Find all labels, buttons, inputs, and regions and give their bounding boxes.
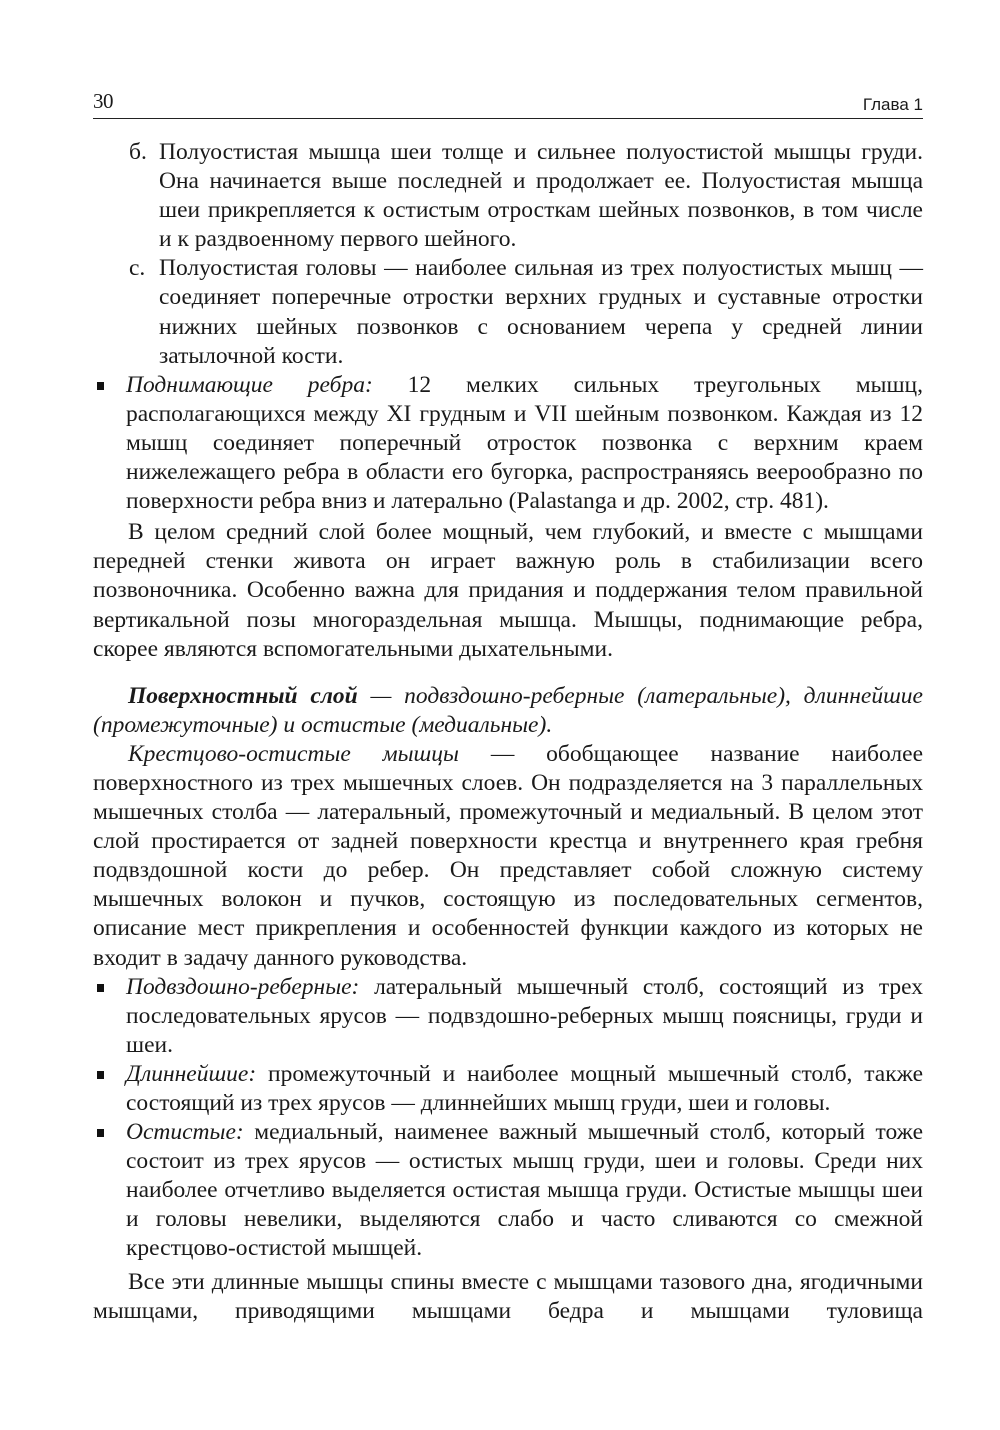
section-heading-superficial [93, 682, 923, 740]
paragraph-final: Все эти длинные мышцы спины вместе с мышцами тазового дна, ягодичными мышцами, приводящими мышцами бедра и мышцами туловища [93, 1268, 923, 1324]
page-number: 30 [93, 89, 113, 113]
square-bullet-icon [97, 1129, 104, 1137]
page-body [93, 138, 923, 1326]
list-marker: б. [129, 139, 147, 165]
chapter-title: Глава 1 [862, 95, 923, 114]
list-marker: с. [129, 255, 146, 282]
bullet-text: медиальный, наименее важный мышечный столб, который тоже состоит из трех ярусов — остистых мышц груди, шеи и головы. Среди них наиболее отчетливо выделяется остистая мышца груди. Остистые мышцы шеи и головы невелики, выделяются слабо и часто сливаются со смежной крестцово-остистой мышцей. [126, 1119, 923, 1262]
running-header [93, 88, 923, 119]
bullet-text: латеральный мышечный столб, состоящий из трех последовательных ярусов — подвздошно-реберных мышц поясницы, груди и шеи. [126, 973, 923, 1058]
bullet-term: Остистые: [126, 1119, 244, 1146]
square-bullet-icon [97, 1071, 104, 1079]
paragraph-middle-layer: В целом средний слой более мощный, чем глубокий, и вместе с мышцами передней стенки живота он играет важную роль в стабилизации всего позвоночника. Особенно важна для придания и поддержания телом правильной вертикальной позы многораздельная мышца. Мышцы, поднимающие ребра, скорее являются вспомогательными дыхательными. [93, 519, 923, 662]
bullet-item-longissimus [93, 1060, 923, 1118]
square-bullet-icon [97, 984, 104, 992]
list-item-text: Полуостистая головы — наиболее сильная из трех полуостистых мышц — соединяет поперечные отростки верхних грудных и суставные отростки нижних шейных позвонков с основанием черепа у средней линии затылочной кости. [159, 255, 923, 369]
section-subtitle: — подвздошно-реберные (латеральные), длиннейшие (промежуточные) и остистые (медиальные). [93, 682, 923, 738]
list-item-text: Полуостистая мышца шеи толще и сильнее полуостистой мышцы груди. Она начинается выше последней и продолжает ее. Полуостистая мышца шеи прикрепляется к остистым отросткам шейных позвонков, в том числе и к раздвоенному первого шейного. [159, 139, 923, 253]
bullet-text: 12 мелких сильных треугольных мышц, располагающихся между XI грудным и VII шейным позвонком. Каждая из 12 мышц соединяет поперечный отросток позвонка с верхним краем нижележащего ребра в области его бугорка, распространяясь веерообразно по поверхности ребра вниз и латерально (Palastanga и др. 2002, стр. 481). [126, 371, 924, 515]
bullet-item-iliocostal [93, 973, 923, 1060]
bullet-term: Подвздошно-реберные: [126, 973, 360, 1000]
list-item-b [93, 138, 923, 254]
square-bullet-icon [97, 382, 104, 390]
section-heading: Поверхностный слой [128, 682, 358, 709]
paragraph-text: — обобщающее название наиболее поверхностного из трех мышечных слоев. Он подразделяется на 3 параллельных мышечных столба — латеральный, промежуточный и медиальный. В целом этот слой простирается от задней поверхности крестца и внутреннего края гребня подвздошной кости до ребер. Он представляет собой сложную систему мышечных волокон и пучков, состоящую из последовательных сегментов, описание мест прикрепления и особенностей функции каждого из которых не входит в задачу данного руководства. [93, 740, 924, 971]
bullet-term: Поднимающие ребра: [126, 371, 373, 398]
paragraph-term: Крестцово-остистые мышцы [128, 740, 459, 767]
bullet-item-ribs [93, 371, 923, 516]
bullet-item-spinalis [93, 1118, 923, 1263]
bullet-term: Длиннейшие: [126, 1060, 257, 1087]
bullet-text: промежуточный и наиболее мощный мышечный столб, также состоящий из трех ярусов — длиннейших мышц груди, шеи и головы. [126, 1060, 923, 1116]
paragraph-erector [93, 740, 923, 973]
list-item-c [93, 254, 923, 370]
